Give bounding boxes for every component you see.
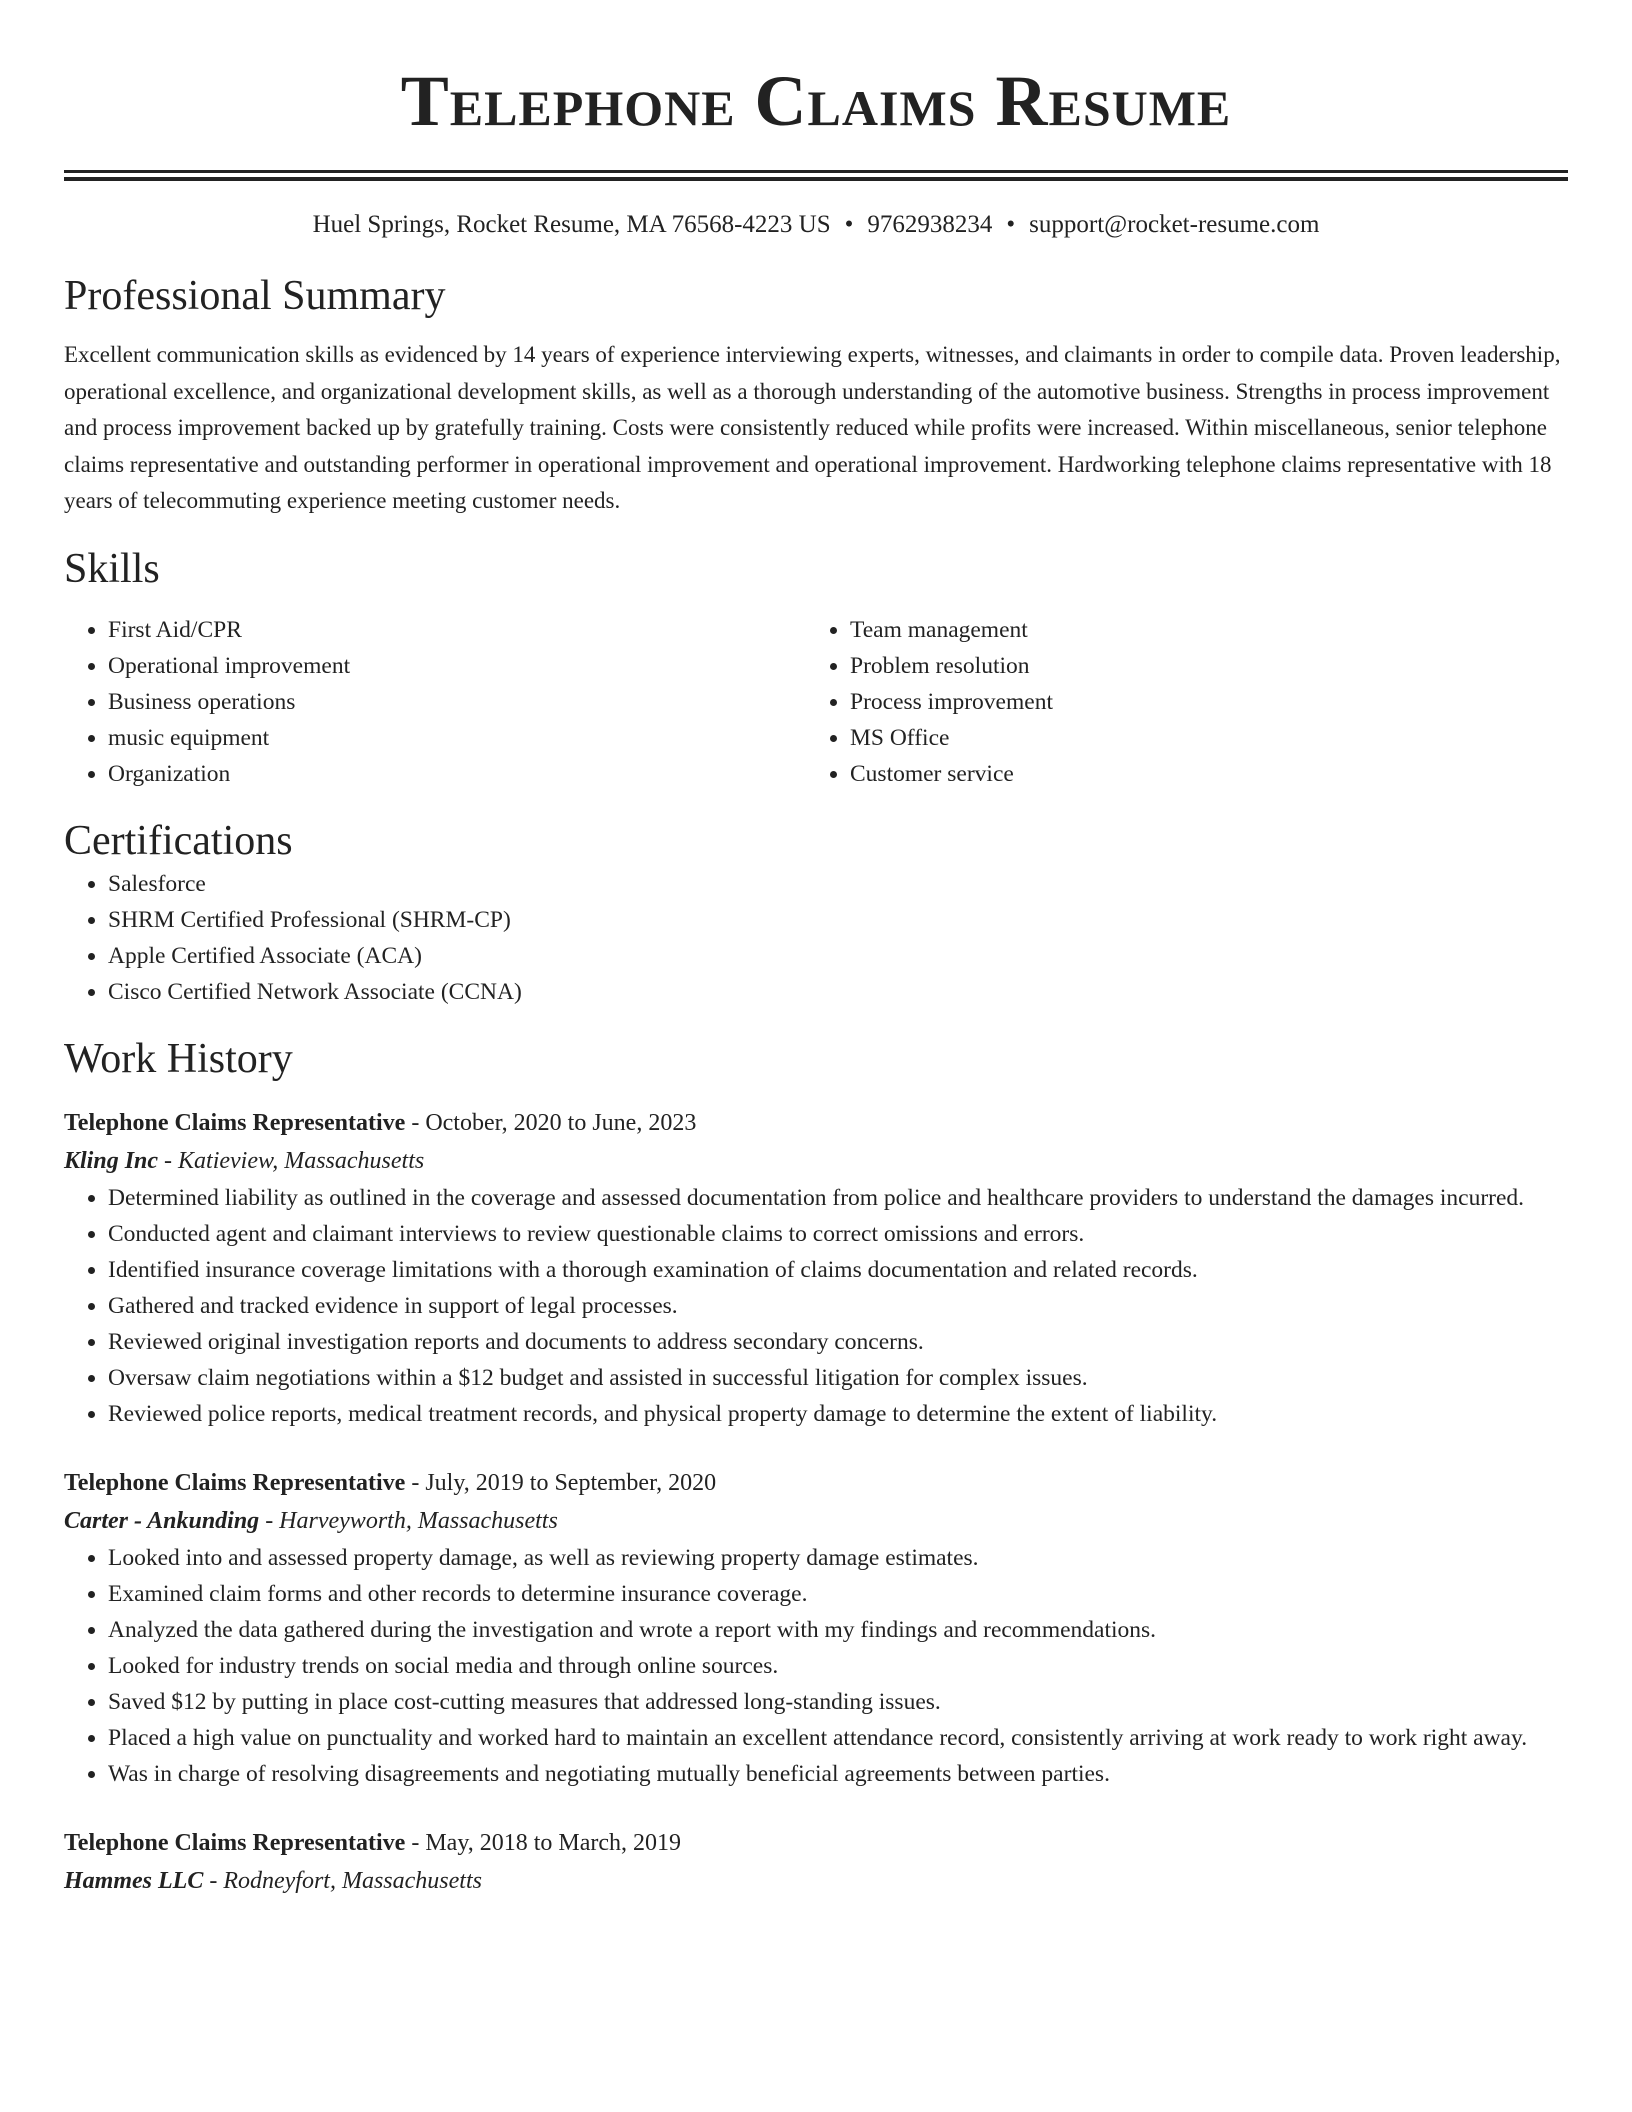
job-location: - Harveyworth, Massachusetts	[259, 1507, 558, 1534]
job-bullet: • Saved $12 by putting in place cost-cutting measures that addressed long-standing issues.	[108, 1684, 1568, 1720]
job-dates: - October, 2020 to June, 2023	[405, 1109, 697, 1136]
job-bullets	[64, 1540, 1568, 1792]
job-bullet: • Identified insurance coverage limitations with a thorough examination of claims documentation and related records.	[108, 1252, 1568, 1288]
job-bullet: • Examined claim forms and other records to determine insurance coverage.	[108, 1576, 1568, 1612]
contact-separator: •	[844, 211, 854, 238]
job-title: Telephone Claims Representative	[64, 1469, 406, 1496]
job-bullet: • Reviewed police reports, medical treatment records, and physical property damage to determine the extent of liability.	[108, 1396, 1568, 1432]
header-divider	[64, 170, 1568, 181]
skills-section	[64, 544, 1568, 792]
job-dates: - May, 2018 to March, 2019	[405, 1829, 682, 1856]
job-company: Kling Inc	[64, 1147, 159, 1174]
job-bullet: • Gathered and tracked evidence in support of legal processes.	[108, 1288, 1568, 1324]
job-title-line	[64, 1104, 1568, 1142]
job-company: Hammes LLC	[64, 1867, 204, 1894]
contact-line	[64, 209, 1568, 241]
job-bullet: • Conducted agent and claimant interviews to review questionable claims to correct omissions and errors.	[108, 1216, 1568, 1252]
job-title: Telephone Claims Representative	[64, 1829, 406, 1856]
summary-section	[64, 271, 1568, 520]
contact-phone: 9762938234	[867, 211, 993, 238]
skill-item: • music equipment	[108, 720, 806, 756]
job-company: Carter - Ankunding	[64, 1507, 260, 1534]
job-title-line	[64, 1464, 1568, 1502]
skill-item: • Business operations	[108, 684, 806, 720]
certifications-list	[64, 866, 1568, 1010]
summary-heading: Professional Summary	[64, 273, 446, 319]
skills-list-right	[806, 612, 1548, 792]
contact-email: support@rocket-resume.com	[1029, 211, 1320, 238]
contact-address: Huel Springs, Rocket Resume, MA 76568-4223 US	[312, 211, 831, 238]
certification-item: • Cisco Certified Network Associate (CCNA)	[108, 974, 1568, 1010]
contact-separator: •	[1006, 211, 1016, 238]
certifications-heading: Certifications	[64, 817, 293, 864]
job-location: - Katieview, Massachusetts	[158, 1147, 425, 1174]
skill-item: • Operational improvement	[108, 648, 806, 684]
job-company-line	[64, 1862, 1568, 1900]
job-entry	[64, 1464, 1568, 1792]
job-bullet: • Analyzed the data gathered during the investigation and wrote a report with my findings and recommendations.	[108, 1612, 1568, 1648]
skills-list-left	[64, 612, 806, 792]
job-title-line	[64, 1824, 1568, 1862]
job-company-line	[64, 1142, 1568, 1180]
skills-column-left	[64, 612, 806, 792]
job-company-line	[64, 1502, 1568, 1540]
skill-item: • Team management	[850, 612, 1548, 648]
certification-item: • SHRM Certified Professional (SHRM-CP)	[108, 902, 1568, 938]
certification-item: • Salesforce	[108, 866, 1568, 902]
job-bullet: • Placed a high value on punctuality and worked hard to maintain an excellent attendance record, consistently arriving at work ready to work right away.	[108, 1720, 1568, 1756]
skill-item: • MS Office	[850, 720, 1548, 756]
skill-item: • Organization	[108, 756, 806, 792]
work-history-section	[64, 1034, 1568, 1900]
skills-columns	[64, 612, 1568, 792]
skills-column-right	[806, 612, 1548, 792]
skill-item: • Process improvement	[850, 684, 1548, 720]
job-bullet: • Oversaw claim negotiations within a $12 budget and assisted in successful litigation for complex issues.	[108, 1360, 1568, 1396]
job-entry	[64, 1104, 1568, 1432]
skills-heading: Skills	[64, 545, 160, 592]
summary-text: Excellent communication skills as evidenced by 14 years of experience interviewing experts, witnesses, and claimants in order to compile data. Proven leadership, operational excellence, and organizational development skills, as well as a thorough understanding of the automotive business. Strengths in process improvement and process improvement backed up by gratefully training. Costs were consistently reduced while profits were increased. Within miscellaneous, senior telephone claims representative and outstanding performer in operational improvement and operational improvement. Hardworking telephone claims representative with 18 years of telecommuting experience meeting customer needs.	[64, 342, 1561, 513]
job-location: - Rodneyfort, Massachusetts	[203, 1867, 482, 1894]
job-bullets	[64, 1180, 1568, 1432]
job-bullet: • Looked into and assessed property damage, as well as reviewing property damage estimates.	[108, 1540, 1568, 1576]
certifications-section	[64, 816, 1568, 1010]
skill-item: • Problem resolution	[850, 648, 1548, 684]
job-title: Telephone Claims Representative	[64, 1109, 406, 1136]
resume-page	[64, 0, 1568, 1900]
job-bullet: • Determined liability as outlined in the coverage and assessed documentation from police and healthcare providers to understand the damages incurred.	[108, 1180, 1568, 1216]
job-dates: - July, 2019 to September, 2020	[405, 1469, 717, 1496]
skill-item: • Customer service	[850, 756, 1548, 792]
job-entry	[64, 1824, 1568, 1900]
job-bullet: • Looked for industry trends on social media and through online sources.	[108, 1648, 1568, 1684]
work-history-heading: Work History	[64, 1035, 293, 1082]
certification-item: • Apple Certified Associate (ACA)	[108, 938, 1568, 974]
job-bullet: • Was in charge of resolving disagreements and negotiating mutually beneficial agreements between parties.	[108, 1756, 1568, 1792]
skill-item: • First Aid/CPR	[108, 612, 806, 648]
resume-name: Telephone Claims Resume	[400, 61, 1232, 141]
job-bullet: • Reviewed original investigation reports and documents to address secondary concerns.	[108, 1324, 1568, 1360]
